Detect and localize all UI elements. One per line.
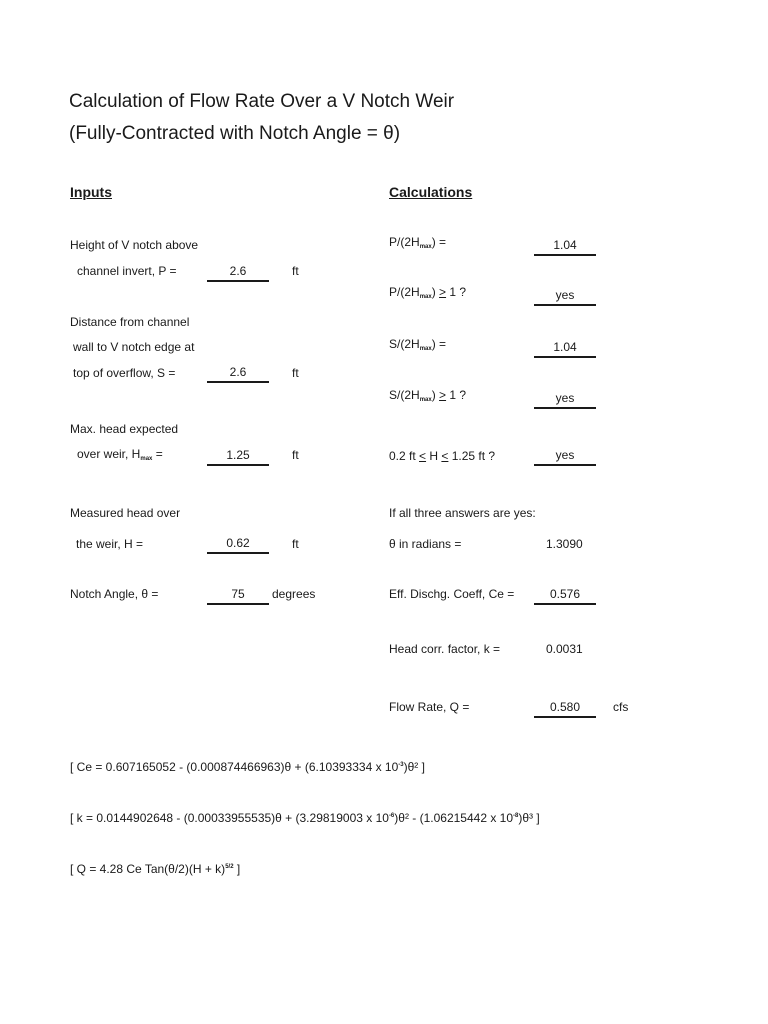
- height-unit: ft: [292, 264, 299, 278]
- page-subtitle: (Fully-Contracted with Notch Angle = θ): [69, 123, 401, 144]
- q-label: Flow Rate, Q =: [389, 700, 470, 714]
- maxhead-input[interactable]: 1.25: [207, 448, 269, 466]
- q-value: 0.580: [534, 700, 596, 718]
- p-check-label: $P/(2H_{max}) > 1$ ?: [389, 285, 467, 300]
- range-check-value: yes: [534, 448, 596, 466]
- inputs-heading: Inputs: [70, 184, 112, 200]
- angle-label: Notch Angle, θ =: [70, 587, 159, 601]
- q-unit: cfs: [613, 700, 629, 714]
- measured-label-line-1: Measured head over: [70, 506, 181, 520]
- distance-label-line-3: top of overflow, S =: [73, 366, 176, 380]
- maxhead-unit: ft: [292, 448, 299, 462]
- s-ratio-label: $S/(2H_{max})$ =: [389, 337, 447, 352]
- height-p-input[interactable]: 2.6: [207, 264, 269, 282]
- ce-value: 0.576: [534, 587, 596, 605]
- theta-radians-label: θ in radians =: [389, 537, 462, 551]
- distance-label-line-1: Distance from channel: [70, 315, 190, 329]
- measured-label-line-2: the weir, H =: [76, 537, 144, 551]
- s-check-label: $S/(2H_{max}) > 1$ ?: [389, 388, 467, 403]
- angle-unit: degrees: [272, 587, 316, 601]
- ce-formula: [ Ce = 0.607165052 - (0.000874466963)θ + (6.10393334 x $10^{-3})\theta^2$ ]: [70, 760, 425, 774]
- range-check-label: 0.2 ft < H < 1.25 ft ?: [389, 449, 496, 463]
- calculations-heading: Calculations: [389, 184, 473, 200]
- angle-input[interactable]: 75: [207, 587, 269, 605]
- measured-unit: ft: [292, 537, 299, 551]
- theta-symbol: θ: [383, 123, 394, 144]
- p-check-value: yes: [534, 288, 596, 306]
- height-label-line-2: channel invert, P =: [77, 264, 177, 278]
- height-label-line-1: Height of V notch above: [70, 238, 199, 252]
- maxhead-label-line-1: Max. head expected: [70, 422, 179, 436]
- distance-s-input[interactable]: 2.6: [207, 365, 269, 383]
- ce-label: Eff. Dischg. Coeff, Ce =: [389, 587, 515, 601]
- distance-unit: ft: [292, 366, 299, 380]
- k-label: Head corr. factor, k =: [389, 642, 501, 656]
- q-formula: [ Q = 4.28 Ce $Tan(\theta/2)(H + k)^{5/2}$ ]: [70, 862, 241, 876]
- s-check-value: yes: [534, 391, 596, 409]
- k-value: 0.0031: [546, 642, 583, 656]
- p-ratio-value: 1.04: [534, 238, 596, 256]
- if-all-yes-note: If all three answers are yes:: [389, 506, 536, 520]
- measured-h-input[interactable]: 0.62: [207, 536, 269, 554]
- s-ratio-value: 1.04: [534, 340, 596, 358]
- p-ratio-label: $P/(2H_{max})$ =: [389, 235, 447, 250]
- title-line-1: Calculation of Flow Rate Over a V Notch Weir: [69, 91, 455, 112]
- k-formula: [ k = 0.0144902648 - (0.00033955535)θ + (3.29819003 x $10^{-6})\theta^2 - (1.06215442$ x $10^{-8})\theta^3$ ]: [70, 811, 540, 825]
- maxhead-label-line-2: over weir, $H_{max}$ =: [77, 447, 163, 462]
- theta-radians-value: 1.3090: [546, 537, 583, 551]
- distance-label-line-2: wall to V notch edge at: [73, 340, 195, 354]
- page-title: [69, 91, 454, 113]
